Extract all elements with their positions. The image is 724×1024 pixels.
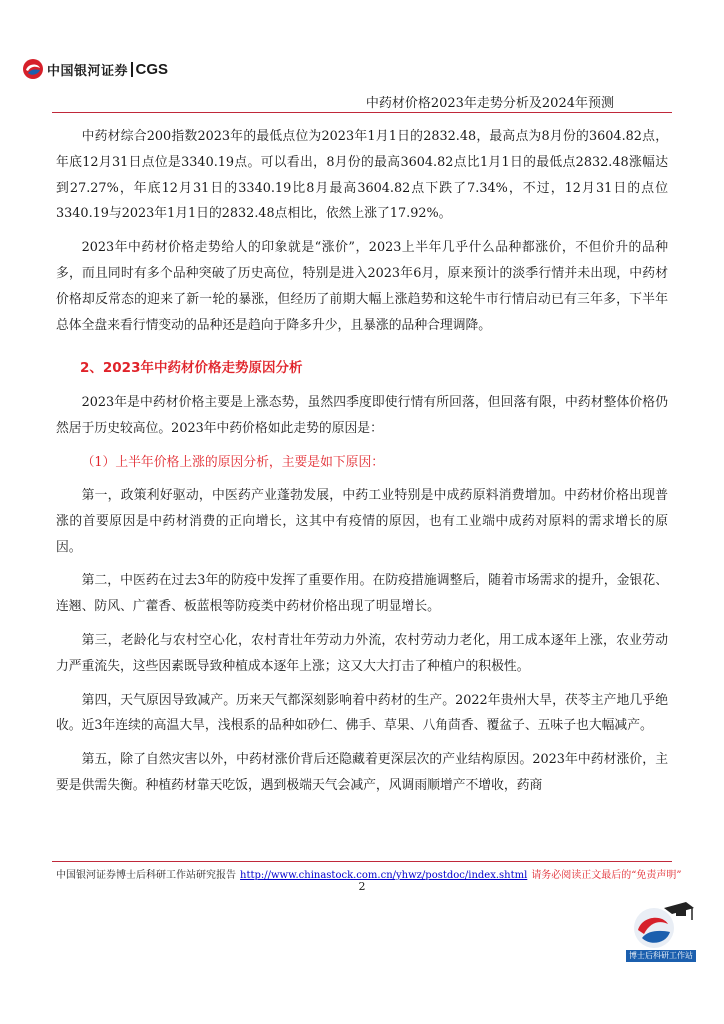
paragraph-reason-4: 第四，天气原因导致减产。历来天气都深刻影响着中药材的生产。2022年贵州大旱，茯苓主产地几乎绝收。近3年连续的高温大旱，浅根系的品种如砂仁、佛手、草果、八角茴香、覆盆子、五味子也大幅减产。	[56, 692, 668, 734]
page-number: 2	[358, 880, 366, 893]
paragraph-reason-1: 第一，政策利好驱动，中医药产业蓬勃发展，中药工业特别是中成药原料消费增加。中药材价格出现普涨的首要原因是中药材消费的正向增长，这其中有疫情的原因，也有工业端中成药对原料的需求增长的原因。	[56, 487, 668, 555]
paragraph-reason-5: 第五，除了自然灾害以外，中药材涨价背后还隐藏着更深层次的产业结构原因。2023年中药材涨价，主要是供需失衡。种植药材靠天吃饭，遇到极端天气会减产，风调雨顺增产不增收，药商	[56, 752, 668, 793]
paragraph-reason-2: 第二，中医药在过去3年的防疫中发挥了重要作用。在防疫措施调整后，随着市场需求的提升，金银花、连翘、防风、广藿香、板蓝根等防疫类中药材价格出现了明显增长。	[56, 573, 668, 615]
paragraph-index-summary: 中药材综合200指数2023年的最低点位为2023年1月1日的2832.48，最高点为8月份的3604.82点，年底12月31日点位是3340.19点。可以看出，8月份的最高3604.82点比1月1日的最低点2832.48涨幅达到27.27%，年底12月31日的3340.19比8月最高3604.82点下跌了7.34%，不过，12月31日的点位3340.19与2023年1月1日的2832.48点相比，依然上涨了17.92%。	[56, 129, 668, 222]
footer-org: 中国银河证券博士后科研工作站研究报告	[56, 870, 236, 881]
footer	[56, 866, 682, 881]
footer-disclaimer-note: 请务必阅读正文最后的“免责声明”	[531, 870, 682, 881]
section-heading: 2、2023年中药材价格走势原因分析	[80, 360, 303, 377]
brand-logo	[22, 58, 168, 80]
brand-separator	[131, 62, 133, 77]
postdoc-badge	[626, 896, 696, 960]
paragraph-overview: 2023年是中药材价格主要是上涨态势，虽然四季度即使行情有所回落，但回落有限，中药材整体价格仍然居于历史较高位。2023年中药价格如此走势的原因是：	[56, 395, 668, 437]
paragraph-price-trend: 2023年中药材价格走势给人的印象就是“涨价”，2023上半年几乎什么品种都涨价，不但价升的品种多，而且同时有多个品种突破了历史高位，特别是进入2023年6月，原来预计的淡季行情并未出现，中药材价格却反常态的迎来了新一轮的暴涨，但经历了前期大幅上涨趋势和这轮牛市行情启动已有三年多，下半年总体全盘来看行情变动的品种还是趋向于降多升少，且暴涨的品种合理调降。	[56, 240, 668, 333]
footer-divider	[52, 861, 672, 862]
footer-link[interactable]: http://www.chinastock.com.cn/yhwz/postdoc/index.shtml	[240, 870, 528, 881]
postdoc-badge-label: 博士后科研工作站	[626, 950, 696, 962]
brand-name-en: CGS	[135, 60, 169, 78]
cgs-swirl-logo-icon	[22, 58, 44, 80]
header-divider	[52, 112, 672, 113]
subsection-heading: （1）上半年价格上涨的原因分析，主要是如下原因：	[81, 454, 385, 470]
postdoc-graduation-cap-icon	[626, 896, 696, 950]
brand-name-cn: 中国银河证券	[47, 63, 129, 79]
paragraph-reason-3: 第三，老龄化与农村空心化，农村青壮年劳动力外流，农村劳动力老化，用工成本逐年上涨，农业劳动力严重流失，这些因素既导致种植成本逐年上涨；这又大大打击了种植户的积极性。	[56, 632, 668, 674]
report-title: 中药材价格2023年走势分析及2024年预测	[365, 96, 614, 111]
document-body	[56, 124, 668, 807]
